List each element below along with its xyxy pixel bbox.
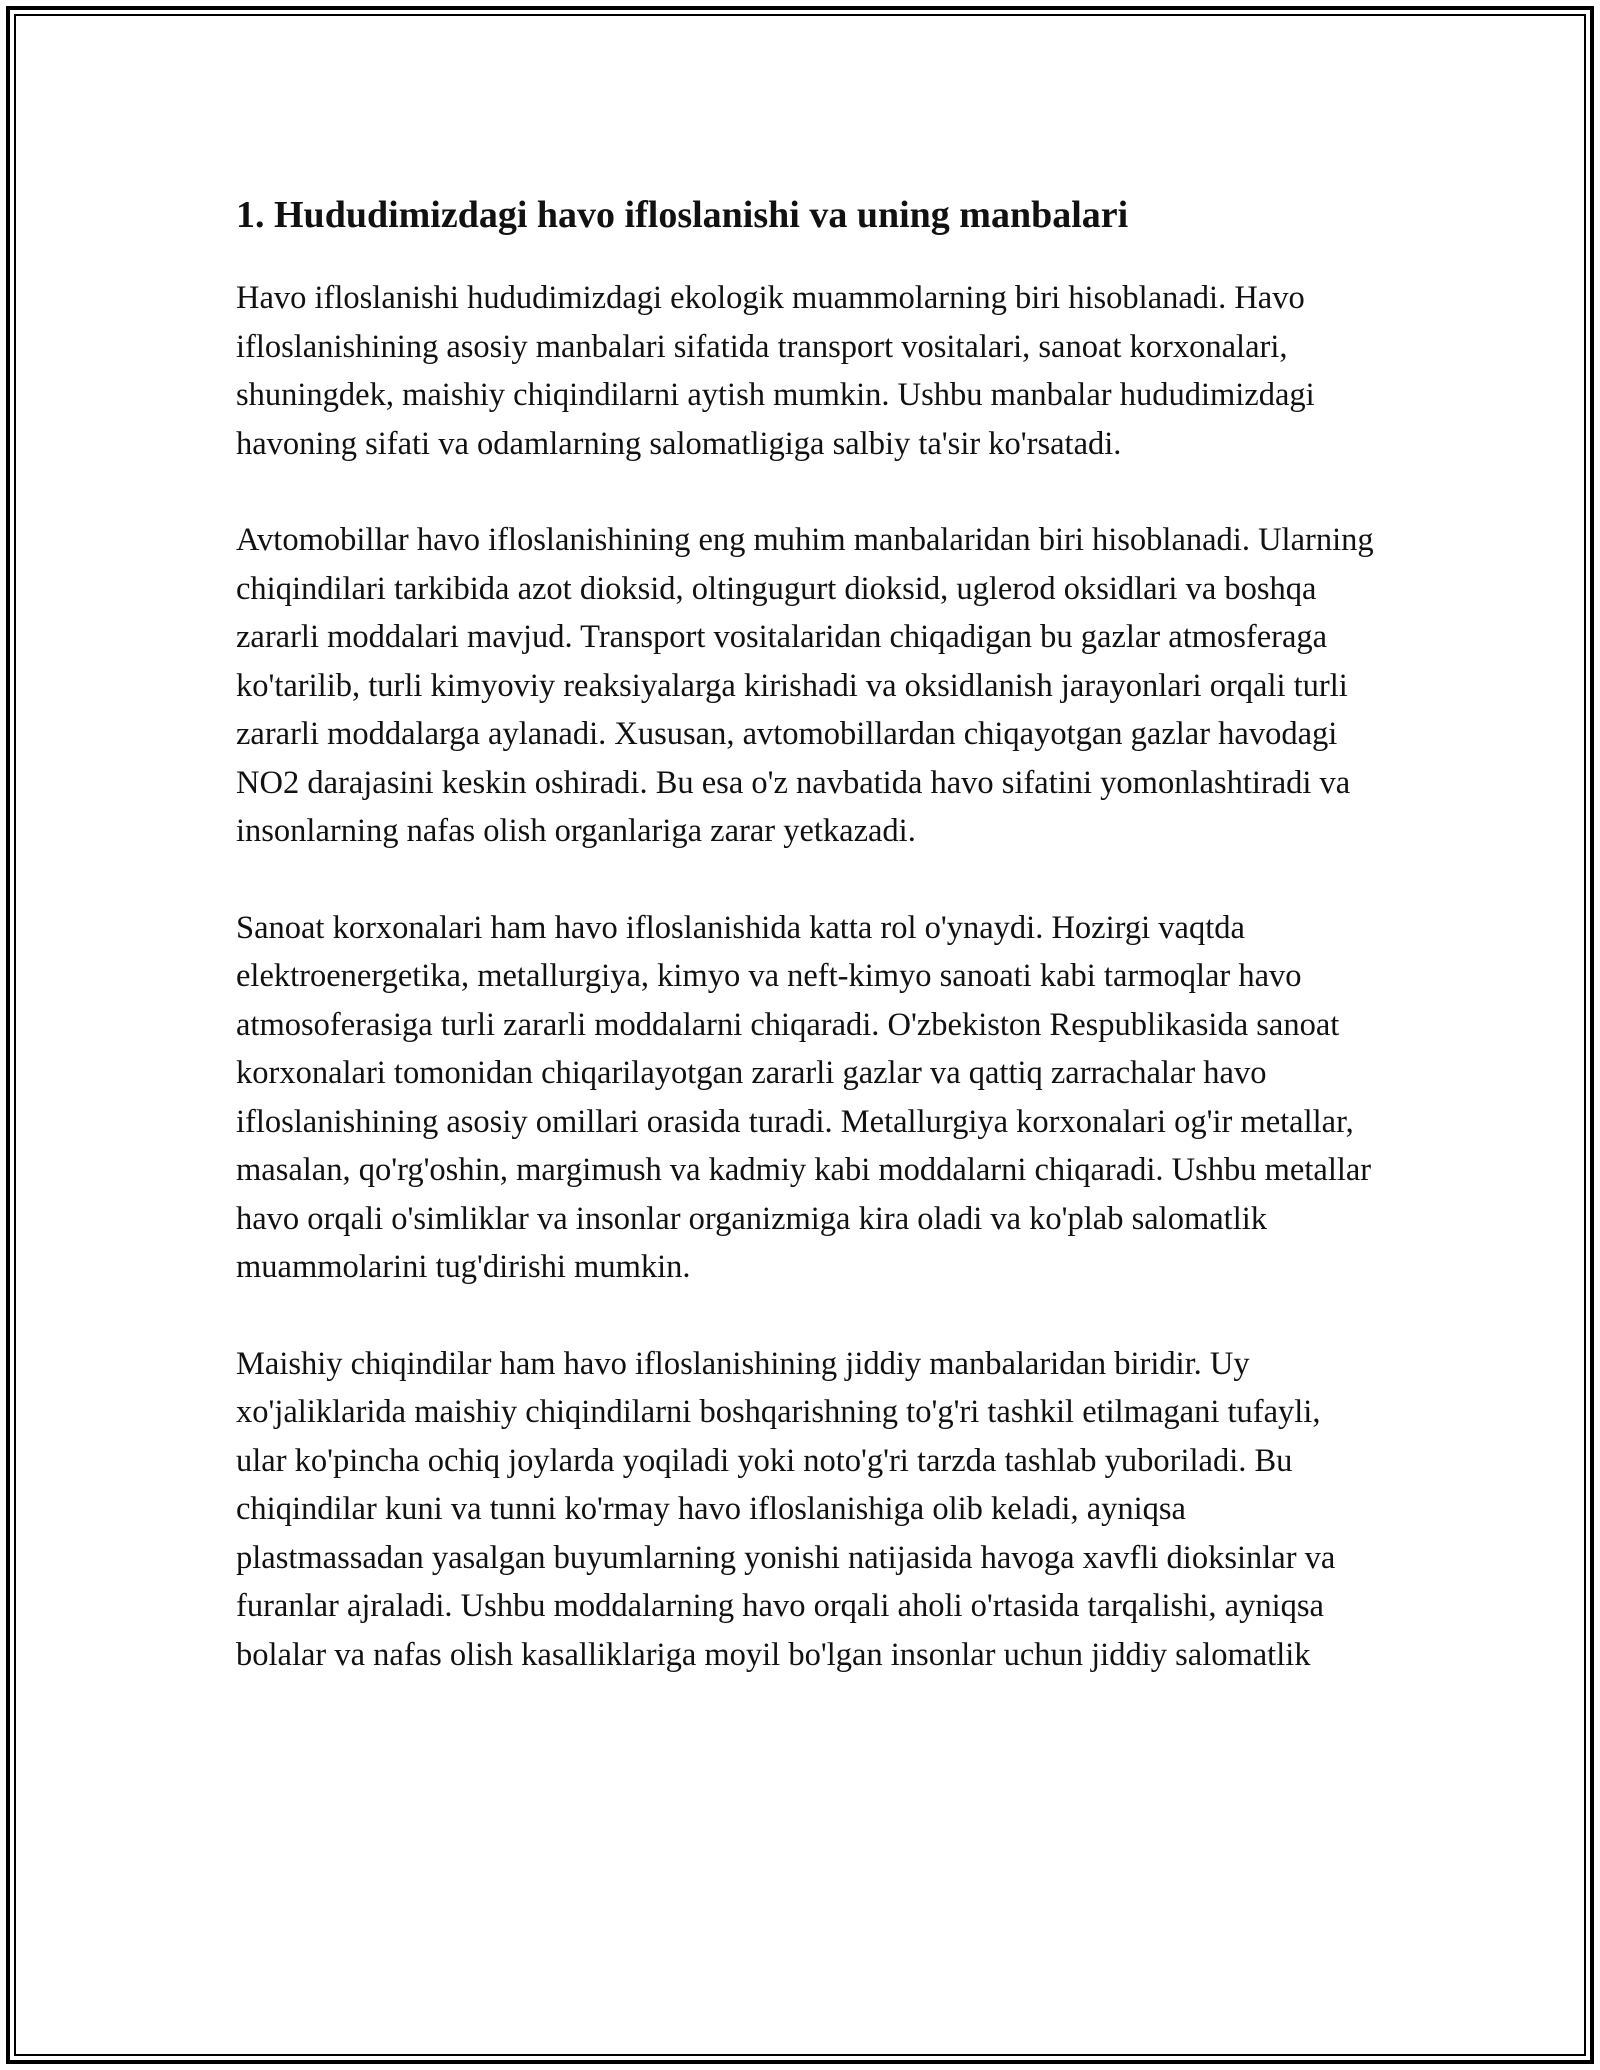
paragraph-intro: Havo ifloslanishi hududimizdagi ekologik muammolarning biri hisoblanadi. Havo ifloslanishining asosiy manbalari sifatida transport vositalari, sanoat korxonalari, shuningdek, maishiy chiqindilarni aytish mumkin. Ushbu manbalar hududimizdagi havoning sifati va odamlarning salomatligiga salbiy ta'sir ko'rsatadi. xyxy=(236,280,1315,462)
document-body xyxy=(236,186,1376,1727)
section-heading: 1. Hududimizdagi havo ifloslanishi va uning manbalari xyxy=(236,194,1129,236)
paragraph-household-waste: Maishiy chiqindilar ham havo ifloslanishining jiddiy manbalaridan biridir. Uy xo'jaliklarida maishiy chiqindilarni boshqarishning to'g'ri tashkil etilmagani tufayli, ular ko'pincha ochiq joylarda yoqiladi yoki noto'g'ri tarzda tashlab yuboriladi. Bu chiqindilar kuni va tunni ko'rmay havo ifloslanishiga olib keladi, ayniqsa plastmassadan yasalgan buyumlarning yonishi natijasida havoga xavfli dioksinlar va furanlar ajraladi. Ushbu moddalarning havo orqali aholi o'rtasida tarqalishi, ayniqsa bolalar va nafas olish kasalliklariga moyil bo'lgan insonlar uchun jiddiy salomatlik xyxy=(236,1345,1336,1673)
paragraph-vehicles: Avtomobillar havo ifloslanishining eng muhim manbalaridan biri hisoblanadi. Ularning chiqindilari tarkibida azot dioksid, oltingugurt dioksid, uglerod oksidlari va boshqa zararli moddalari mavjud. Transport vositalaridan chiqadigan bu gazlar atmosferaga ko'tarilib, turli kimyoviy reaksiyalarga kirishadi va oksidlanish jarayonlari orqali turli zararli moddalarga aylanadi. Xususan, avtomobillardan chiqayotgan gazlar havodagi NO2 darajasini keskin oshiradi. Bu esa o'z navbatida havo sifatini yomonlashtiradi va insonlarning nafas olish organlariga zarar yetkazadi. xyxy=(236,522,1374,849)
paragraph-industry: Sanoat korxonalari ham havo ifloslanishida katta rol o'ynaydi. Hozirgi vaqtda elektroenergetika, metallurgiya, kimyo va neft-kimyo sanoati kabi tarmoqlar havo atmosoferasiga turli zararli moddalarni chiqaradi. O'zbekiston Respublikasida sanoat korxonalari tomonidan chiqarilayotgan zararli gazlar va qattiq zarrachalar havo ifloslanishining asosiy omillari orasida turadi. Metallurgiya korxonalari og'ir metallar, masalan, qo'rg'oshin, margimush va kadmiy kabi moddalarni chiqaradi. Ushbu metallar havo orqali o'simliklar va insonlar organizmiga kira oladi va ko'plab salomatlik muammolarini tug'dirishi mumkin. xyxy=(236,909,1372,1285)
